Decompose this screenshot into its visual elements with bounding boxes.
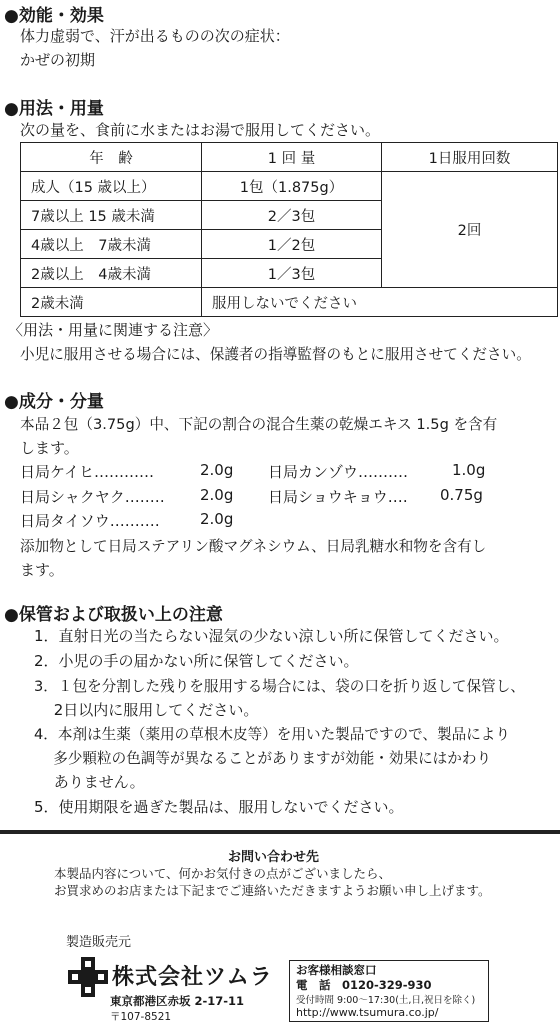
tsumura-logo-icon [68, 957, 108, 997]
table-cell-dose: 1／2包 [202, 230, 382, 259]
usage-heading: ●用法・用量 [4, 99, 104, 119]
storage-item: 5．使用期限を過ぎた製品は、服用しないでください。 [34, 798, 404, 816]
customer-contact-box [289, 960, 489, 1022]
usage-caution-text: 小児に服用させる場合には、保護者の指導監督のもとに服用させてください。 [20, 346, 531, 363]
ingredients-additive2: ます。 [20, 561, 64, 579]
table-cell-dose: 1／3包 [202, 259, 382, 288]
inquiry-line2: お買求めのお店または下記までご連絡いただきますようお願い申し上げます。 [54, 883, 491, 898]
table-cell-dose: 2／3包 [202, 201, 382, 230]
ingredient-amount: 0.75g [440, 486, 483, 504]
company-address: 東京都港区赤坂 2-17-11 [110, 994, 245, 1008]
ingredient-name: 日局タイソウ‥‥‥‥‥ [20, 512, 160, 530]
storage-item: 2日以内に服用してください。 [34, 701, 259, 719]
table-cell-dose: 1包（1.875g） [202, 172, 382, 201]
table-cell-age: 7歳以上 15 歳未満 [21, 201, 202, 230]
efficacy-heading: ●効能・効果 [4, 6, 104, 26]
section-divider [0, 830, 560, 834]
company-postal: 〒107-8521 [110, 1011, 172, 1023]
contact-phone: 電 話 0120-329-930 [296, 978, 432, 992]
table-header-row [21, 143, 558, 172]
efficacy-line1: 体力虚弱で、汗が出るものの次の症状： [20, 27, 290, 45]
ingredient-name: 日局シャクヤク‥‥‥‥ [20, 488, 165, 506]
ingredient-amount: 2.0g [200, 461, 234, 479]
ingredient-amount: 2.0g [200, 510, 234, 528]
dosage-table [20, 142, 558, 317]
inquiry-heading: お問い合わせ先 [228, 850, 320, 865]
storage-item: ありません。 [34, 773, 145, 791]
storage-heading: ●保管および取扱い上の注意 [4, 605, 223, 625]
contact-hours: 受付時間 9:00～17:30(土,日,祝日を除く) [296, 995, 476, 1006]
manufacturer-label: 製造販売元 [66, 935, 132, 950]
ingredient-amount: 1.0g [452, 461, 486, 479]
ingredient-name: 日局ショウキョウ‥‥ [268, 488, 408, 506]
ingredients-additive1: 添加物として日局ステアリン酸マグネシウム、日局乳糖水和物を含有し [20, 538, 487, 555]
usage-caution-heading: 〈用法・用量に関連する注意〉 [8, 321, 219, 339]
storage-item: 2．小児の手の届かない所に保管してください。 [34, 652, 359, 670]
table-header-times: 1日服用回数 [382, 143, 558, 172]
ingredients-intro1: 本品２包（3.75g）中、下記の割合の混合生薬の乾燥エキス 1.5g を含有 [20, 416, 498, 433]
contact-title: お客様相談窓口 [296, 963, 377, 977]
table-cell-note: 服用しないでください [202, 288, 558, 317]
storage-item: 3．１包を分割した残りを服用する場合には、袋の口を折り返して保管し、 [34, 678, 525, 695]
table-row [21, 288, 558, 317]
table-cell-age: 4歳以上 7歳未満 [21, 230, 202, 259]
contact-url[interactable]: http://www.tsumura.co.jp/ [296, 1006, 439, 1019]
table-header-dose: 1 回 量 [202, 143, 382, 172]
table-cell-age: 2歳以上 4歳未満 [21, 259, 202, 288]
table-cell-age: 2歳未満 [21, 288, 202, 317]
ingredient-name: 日局ケイヒ‥‥‥‥‥‥ [20, 463, 155, 481]
efficacy-line2: かぜの初期 [20, 51, 96, 69]
ingredient-name: 日局カンゾウ‥‥‥‥‥ [268, 463, 409, 481]
ingredients-heading: ●成分・分量 [4, 392, 104, 412]
usage-intro: 次の量を、食前に水またはお湯で服用してください。 [20, 121, 381, 139]
table-row [21, 172, 558, 201]
storage-item: 1．直射日光の当たらない湿気の少ない涼しい所に保管してください。 [34, 627, 509, 645]
storage-item: 多少顆粒の色調等が異なることがありますが効能・効果にはかわり [34, 750, 492, 767]
company-name: 株式会社ツムラ [112, 965, 273, 990]
storage-item: 4．本剤は生薬（薬用の草根木皮等）を用いた製品ですので、製品により [34, 726, 510, 743]
ingredient-amount: 2.0g [200, 486, 234, 504]
ingredients-intro2: します。 [20, 439, 79, 457]
table-cell-times: 2回 [382, 172, 558, 288]
inquiry-line1: 本製品内容について、何かお気付きの点がございましたら、 [54, 866, 392, 881]
table-header-age: 年 齢 [21, 143, 202, 172]
table-cell-age: 成人（15 歳以上） [21, 172, 202, 201]
